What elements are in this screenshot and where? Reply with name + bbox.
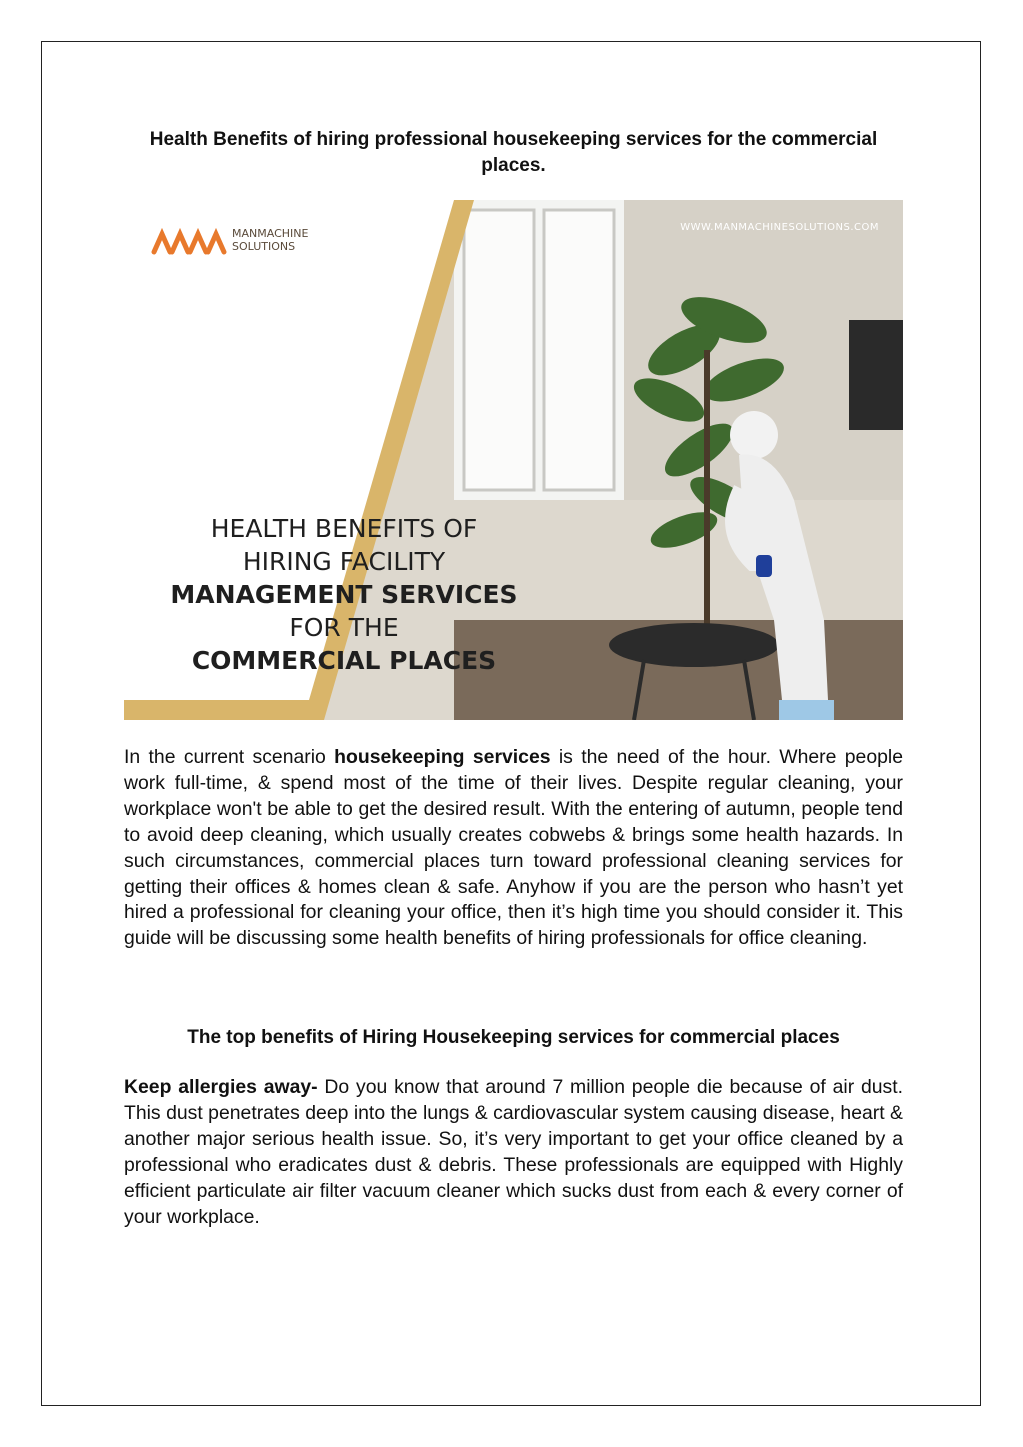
intro-paragraph (124, 745, 903, 952)
document-title: Health Benefits of hiring professional housekeeping services for the commercial places. (149, 129, 878, 176)
headline-line-5: COMMERCIAL PLACES (191, 646, 497, 675)
banner-image (124, 200, 903, 720)
brand-name (232, 227, 308, 253)
headline-line-3: MANAGEMENT SERVICES (170, 580, 518, 609)
intro-keyword: housekeeping services (334, 746, 551, 768)
website-label: WWW.MANMACHINESOLUTIONS.COM (680, 222, 879, 233)
brand-line-2: SOLUTIONS (232, 240, 296, 253)
allergies-paragraph (124, 1075, 903, 1230)
headline-line-4: FOR THE (289, 613, 399, 642)
brand-line-1: MANMACHINE (232, 227, 309, 240)
allergies-text: Do you know that around 7 million people die because of air dust. This dust penetrates deep into the lungs & cardiovascular system causing disease, heart & another major serious health issue. So, it’s very important to get your office cleaned by a professional who eradicates dust & debris. These professionals are equipped with Highly efficient particulate air filter vacuum cleaner which sucks dust from each & every corner of your workplace. (124, 1076, 903, 1228)
headline-line-1: HEALTH BENEFITS OF (210, 514, 478, 543)
intro-text: is the need of the hour. Where people work full-time, & spend most of the time of their lives. Despite regular cleaning, your workplace won't be able to get the desired result. With the entering of autumn, people tend to avoid deep cleaning, which usually creates cobwebs & brings some health hazards. In such circumstances, commercial places turn toward professional cleaning services for getting their offices & homes clean & safe. Anyhow if you are the person who hasn’t yet hired a professional for cleaning your office, then it’s high time you should consider it. This guide will be discussing some health benefits of hiring professionals for office cleaning. (124, 746, 903, 950)
banner-headline (144, 512, 544, 677)
section-heading: The top benefits of Hiring Housekeeping services for commercial places (187, 1027, 840, 1048)
intro-prefix: In the current scenario (124, 746, 335, 768)
headline-line-2: HIRING FACILITY (242, 547, 446, 576)
allergies-lead: Keep allergies away- (124, 1076, 318, 1098)
